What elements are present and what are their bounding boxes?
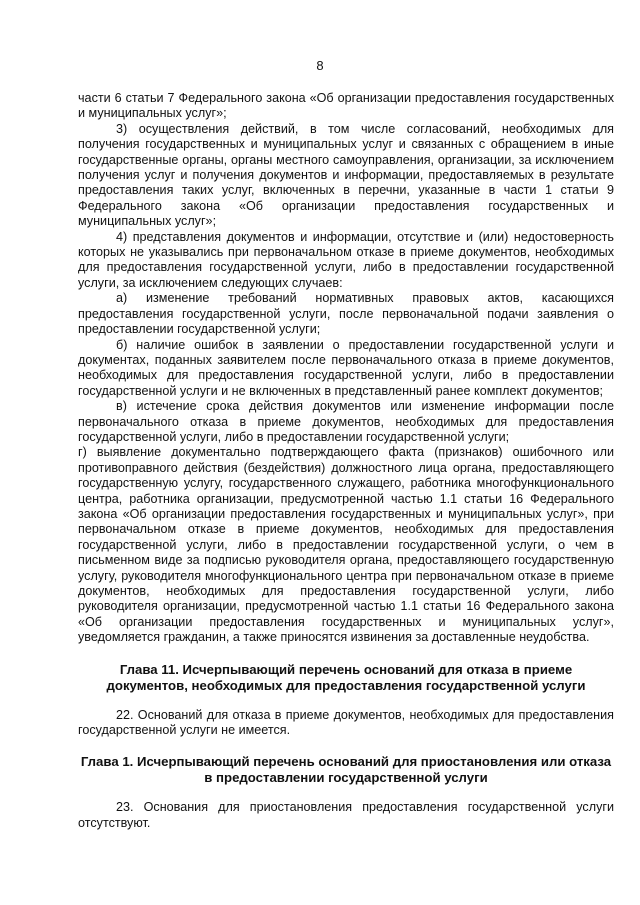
- chapter-1-heading: Глава 1. Исчерпывающий перечень оснований для приостановления или отказа в предоставлении государственной услуги: [80, 754, 612, 786]
- paragraph-subitem-a: а) изменение требований нормативных правовых актов, касающихся предоставления государственной услуги, после первоначальной подачи заявления о предоставлении государственной услуги;: [78, 291, 614, 337]
- paragraph-item-3: 3) осуществления действий, в том числе согласований, необходимых для получения государственных и муниципальных услуг и связанных с обращением в иные государственные органы, органы местного самоуправления, организации, за исключением получения услуг и получения документов и информации, предоставляемых в результате предоставления таких услуг, включенных в перечни, указанные в части 1 статьи 9 Федерального закона «Об организации предоставления государственных и муниципальных услуг»;: [78, 121, 614, 229]
- paragraph-subitem-g: г) выявление документально подтверждающего факта (признаков) ошибочного или противоправного действия (бездействия) должностного лица органа, предоставляющего государственную услугу, государственного служащего, работника многофункционального центра, работника организации, предусмотренной частью 1.1 статьи 16 Федерального закона «Об организации предоставления государственных и муниципальных услуг», при первоначальном отказе в приеме документов, необходимых для предоставления государственной услуги, либо в предоставлении государственной услуги, о чем в письменном виде за подписью руководителя органа, предоставляющего государственную услугу, руководителя многофункционального центра при первоначальном отказе в приеме документов, необходимых для предоставления государственной услуги, либо руководителя организации, предусмотренной частью 1.1 статьи 16 Федерального закона «Об организации предоставления государственных и муниципальных услуг», уведомляется гражданин, а также приносятся извинения за доставленные неудобства.: [78, 445, 614, 645]
- paragraph-subitem-v: в) истечение срока действия документов или изменение информации после первоначального отказа в приеме документов, необходимых для предоставления государственной услуги, либо в предоставлении государственной услуги;: [78, 399, 614, 444]
- paragraph-item-4: 4) представления документов и информации, отсутствие и (или) недостоверность которых не указывались при первоначальном отказе в приеме документов, необходимых для предоставления государственной услуги, либо в предоставлении государственной услуги, за исключением следующих случаев:: [78, 229, 614, 290]
- paragraph-22: 22. Оснований для отказа в приеме документов, необходимых для предоставления государственной услуги не имеется.: [78, 707, 614, 738]
- document-body: [78, 91, 614, 831]
- page-number: 8: [316, 58, 324, 73]
- chapter-11-heading: Глава 11. Исчерпывающий перечень оснований для отказа в приеме документов, необходимых для предоставления государственной услуги: [106, 661, 586, 693]
- paragraph-23: 23. Основания для приостановления предоставления государственной услуги отсутствуют.: [78, 800, 614, 830]
- paragraph-subitem-b: б) наличие ошибок в заявлении о предоставлении государственной услуги и документах, поданных заявителем после первоначального отказа в приеме документов, необходимых для предоставления государственной услуги, либо в предоставлении государственной услуги и не включенных в представленный ранее комплект документов;: [78, 337, 614, 398]
- paragraph-continuation: части 6 статьи 7 Федерального закона «Об организации предоставления государственных и муниципальных услуг»;: [78, 91, 614, 121]
